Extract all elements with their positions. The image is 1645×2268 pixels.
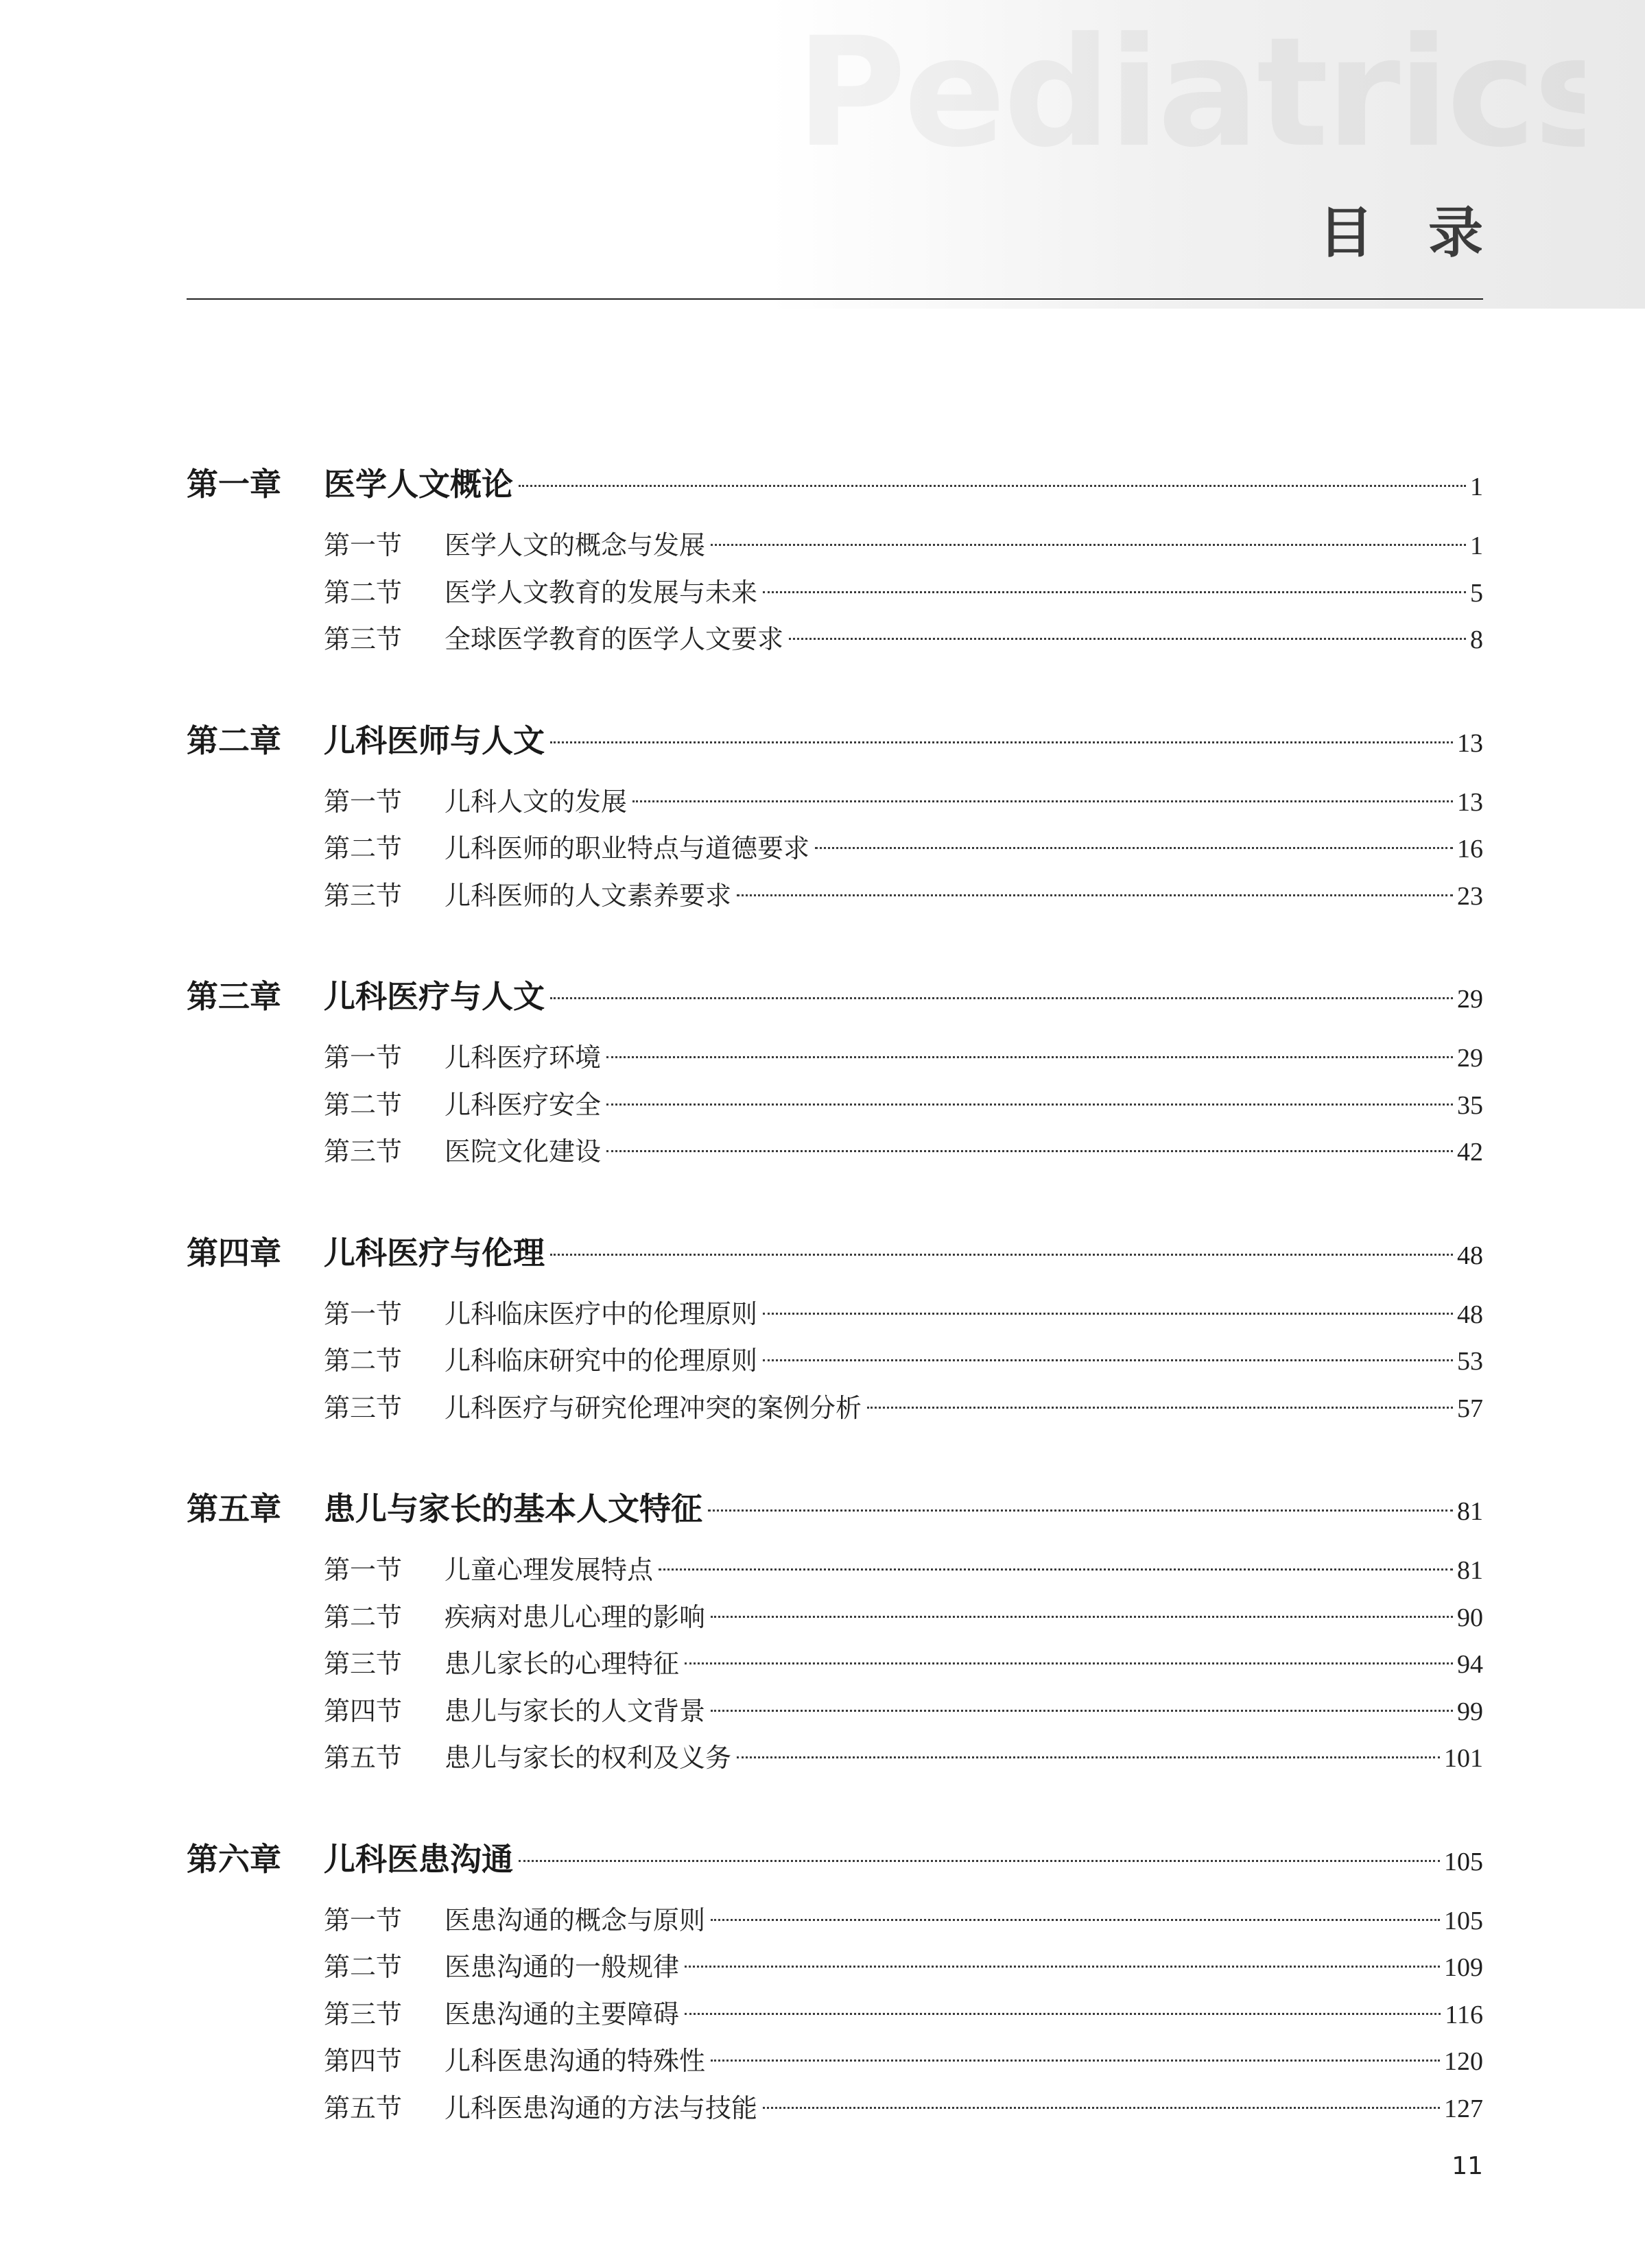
dot-leader [763, 2107, 1440, 2109]
section-entry[interactable] [324, 780, 1483, 828]
dot-leader [815, 847, 1453, 849]
chapter-page-number: 48 [1457, 1241, 1483, 1270]
section-page-number: 29 [1457, 1044, 1483, 1073]
section-title: 医患沟通的主要障碍 [445, 1998, 680, 2029]
section-page-number: 120 [1444, 2047, 1483, 2076]
dot-leader [737, 1756, 1440, 1758]
section-title: 儿科临床研究中的伦理原则 [445, 1346, 758, 1376]
section-list [187, 1549, 1483, 1784]
section-page-number: 35 [1457, 1090, 1483, 1120]
dot-leader [711, 1616, 1453, 1618]
dot-leader [659, 1568, 1453, 1571]
section-label: 第二节 [324, 1952, 403, 1982]
section-entry[interactable] [324, 524, 1483, 571]
section-entry[interactable] [324, 571, 1483, 619]
section-page-number: 48 [1457, 1300, 1483, 1329]
toc-chapter [187, 972, 1483, 1178]
section-title: 医患沟通的概念与原则 [445, 1905, 706, 1935]
dot-leader [711, 1919, 1440, 1921]
dot-leader [708, 1509, 1453, 1512]
chapter-title: 患儿与家长的基本人文特征 [324, 1490, 702, 1527]
section-page-number: 99 [1457, 1697, 1483, 1726]
section-title: 医患沟通的一般规律 [445, 1952, 680, 1982]
dot-leader [763, 1313, 1453, 1315]
section-page-number: 57 [1457, 1394, 1483, 1423]
section-title: 儿童心理发展特点 [445, 1555, 654, 1585]
dot-leader [789, 638, 1466, 640]
chapter-page-number: 13 [1457, 728, 1483, 758]
section-label: 第三节 [324, 1998, 403, 2029]
dot-leader [606, 1056, 1453, 1058]
chapter-label: 第六章 [187, 1840, 281, 1878]
section-title: 儿科医患沟通的方法与技能 [445, 2092, 758, 2123]
section-entry[interactable] [324, 1084, 1483, 1131]
dot-leader [763, 1359, 1453, 1361]
dot-leader [711, 544, 1466, 546]
section-label: 第四节 [324, 2046, 403, 2076]
dot-leader [550, 997, 1453, 999]
section-page-number: 105 [1444, 1906, 1483, 1935]
section-label: 第二节 [324, 577, 403, 608]
section-entry[interactable] [324, 1293, 1483, 1340]
section-label: 第二节 [324, 1601, 403, 1632]
section-entry[interactable] [324, 1643, 1483, 1690]
dot-leader [867, 1407, 1453, 1409]
section-entry[interactable] [324, 1946, 1483, 1993]
title-divider [187, 298, 1483, 300]
chapter-entry[interactable] [187, 1484, 1483, 1539]
chapter-page-number: 29 [1457, 985, 1483, 1014]
section-label: 第三节 [324, 880, 403, 911]
section-label: 第三节 [324, 624, 403, 654]
section-label: 第一节 [324, 1555, 403, 1585]
chapter-title: 儿科医疗与人文 [324, 978, 545, 1015]
section-page-number: 42 [1457, 1138, 1483, 1167]
dot-leader [763, 591, 1466, 593]
toc-chapter [187, 1228, 1483, 1434]
dot-leader [737, 894, 1453, 896]
dot-leader [606, 1103, 1453, 1106]
section-entry[interactable] [324, 1387, 1483, 1434]
section-title: 医学人文的概念与发展 [445, 530, 706, 560]
section-page-number: 109 [1444, 1953, 1483, 1982]
section-page-number: 90 [1457, 1603, 1483, 1632]
section-entry[interactable] [324, 1690, 1483, 1737]
section-entry[interactable] [324, 1549, 1483, 1596]
page-title: 目录 [1318, 201, 1538, 265]
section-title: 医学人文教育的发展与未来 [445, 577, 758, 608]
section-label: 第三节 [324, 1392, 403, 1423]
section-title: 医院文化建设 [445, 1136, 602, 1167]
chapter-entry[interactable] [187, 1835, 1483, 1889]
section-title: 全球医学教育的医学人文要求 [445, 624, 784, 654]
section-page-number: 94 [1457, 1650, 1483, 1679]
chapter-page-number: 105 [1444, 1847, 1483, 1876]
chapter-title: 医学人文概论 [324, 466, 513, 503]
section-title: 儿科医师的人文素养要求 [445, 880, 732, 911]
section-page-number: 116 [1445, 2000, 1483, 2029]
section-entry[interactable] [324, 1036, 1483, 1084]
section-title: 儿科医患沟通的特殊性 [445, 2046, 706, 2076]
section-entry[interactable] [324, 1736, 1483, 1784]
section-list [187, 1293, 1483, 1434]
chapter-page-number: 81 [1457, 1497, 1483, 1526]
section-title: 儿科人文的发展 [445, 786, 628, 817]
section-label: 第二节 [324, 1346, 403, 1376]
section-entry[interactable] [324, 1130, 1483, 1178]
dot-leader [685, 1966, 1440, 1968]
section-entry[interactable] [324, 874, 1483, 922]
section-page-number: 13 [1457, 787, 1483, 817]
section-title: 儿科临床医疗中的伦理原则 [445, 1298, 758, 1329]
dot-leader [519, 485, 1466, 487]
section-title: 患儿与家长的人文背景 [445, 1695, 706, 1726]
chapter-title: 儿科医患沟通 [324, 1840, 513, 1878]
header-watermark [796, 14, 1585, 171]
section-page-number: 101 [1444, 1744, 1483, 1773]
section-label: 第一节 [324, 1298, 403, 1329]
section-entry[interactable] [324, 1339, 1483, 1387]
section-label: 第二节 [324, 833, 403, 863]
chapter-entry[interactable] [187, 459, 1483, 514]
dot-leader [550, 1254, 1453, 1256]
chapter-label: 第五章 [187, 1490, 281, 1527]
toc-chapter [187, 716, 1483, 922]
section-title: 患儿家长的心理特征 [445, 1649, 680, 1679]
section-entry[interactable] [324, 618, 1483, 665]
dot-leader [711, 2060, 1440, 2062]
section-entry[interactable] [324, 2087, 1483, 2134]
chapter-label: 第二章 [187, 721, 281, 759]
dot-leader [606, 1150, 1453, 1152]
chapter-entry[interactable] [187, 1228, 1483, 1283]
chapter-title: 儿科医疗与伦理 [324, 1234, 545, 1272]
toc-chapter [187, 1484, 1483, 1784]
dot-leader [685, 2013, 1441, 2015]
section-title: 儿科医师的职业特点与道德要求 [445, 833, 810, 863]
section-label: 第五节 [324, 2092, 403, 2123]
section-label: 第五节 [324, 1743, 403, 1773]
toc-chapter [187, 459, 1483, 665]
section-list [187, 780, 1483, 922]
section-label: 第三节 [324, 1136, 403, 1167]
section-list [187, 1899, 1483, 2134]
section-title: 患儿与家长的权利及义务 [445, 1743, 732, 1773]
dot-leader [711, 1710, 1453, 1712]
section-title: 疾病对患儿心理的影响 [445, 1601, 706, 1632]
section-page-number: 1 [1470, 532, 1483, 560]
dot-leader [519, 1860, 1440, 1862]
section-entry[interactable] [324, 1596, 1483, 1643]
section-page-number: 81 [1457, 1556, 1483, 1585]
section-entry[interactable] [324, 2040, 1483, 2087]
toc-chapter [187, 1835, 1483, 2134]
chapter-title: 儿科医师与人文 [324, 721, 545, 759]
section-label: 第一节 [324, 530, 403, 560]
chapter-entry[interactable] [187, 716, 1483, 771]
chapter-page-number: 1 [1470, 473, 1483, 501]
chapter-label: 第一章 [187, 466, 281, 503]
section-page-number: 127 [1444, 2094, 1483, 2123]
section-label: 第一节 [324, 1905, 403, 1935]
dot-leader [685, 1662, 1453, 1664]
section-label: 第四节 [324, 1695, 403, 1726]
dot-leader [632, 800, 1453, 802]
section-label: 第三节 [324, 1649, 403, 1679]
section-title: 儿科医疗安全 [445, 1089, 602, 1120]
section-page-number: 53 [1457, 1347, 1483, 1376]
section-label: 第一节 [324, 786, 403, 817]
section-entry[interactable] [324, 1993, 1483, 2040]
section-title: 儿科医疗环境 [445, 1042, 602, 1073]
section-list [187, 1036, 1483, 1178]
page-number: 11 [1452, 2152, 1483, 2180]
chapter-entry[interactable] [187, 972, 1483, 1027]
chapter-label: 第三章 [187, 978, 281, 1015]
chapter-label: 第四章 [187, 1234, 281, 1272]
section-label: 第一节 [324, 1042, 403, 1073]
section-page-number: 8 [1470, 625, 1483, 654]
section-entry[interactable] [324, 1899, 1483, 1946]
section-page-number: 5 [1470, 578, 1483, 608]
section-entry[interactable] [324, 827, 1483, 874]
section-list [187, 524, 1483, 665]
table-of-contents [187, 459, 1483, 2184]
section-page-number: 16 [1457, 835, 1483, 863]
section-title: 儿科医疗与研究伦理冲突的案例分析 [445, 1392, 862, 1423]
dot-leader [550, 741, 1453, 743]
section-label: 第二节 [324, 1089, 403, 1120]
section-page-number: 23 [1457, 881, 1483, 911]
